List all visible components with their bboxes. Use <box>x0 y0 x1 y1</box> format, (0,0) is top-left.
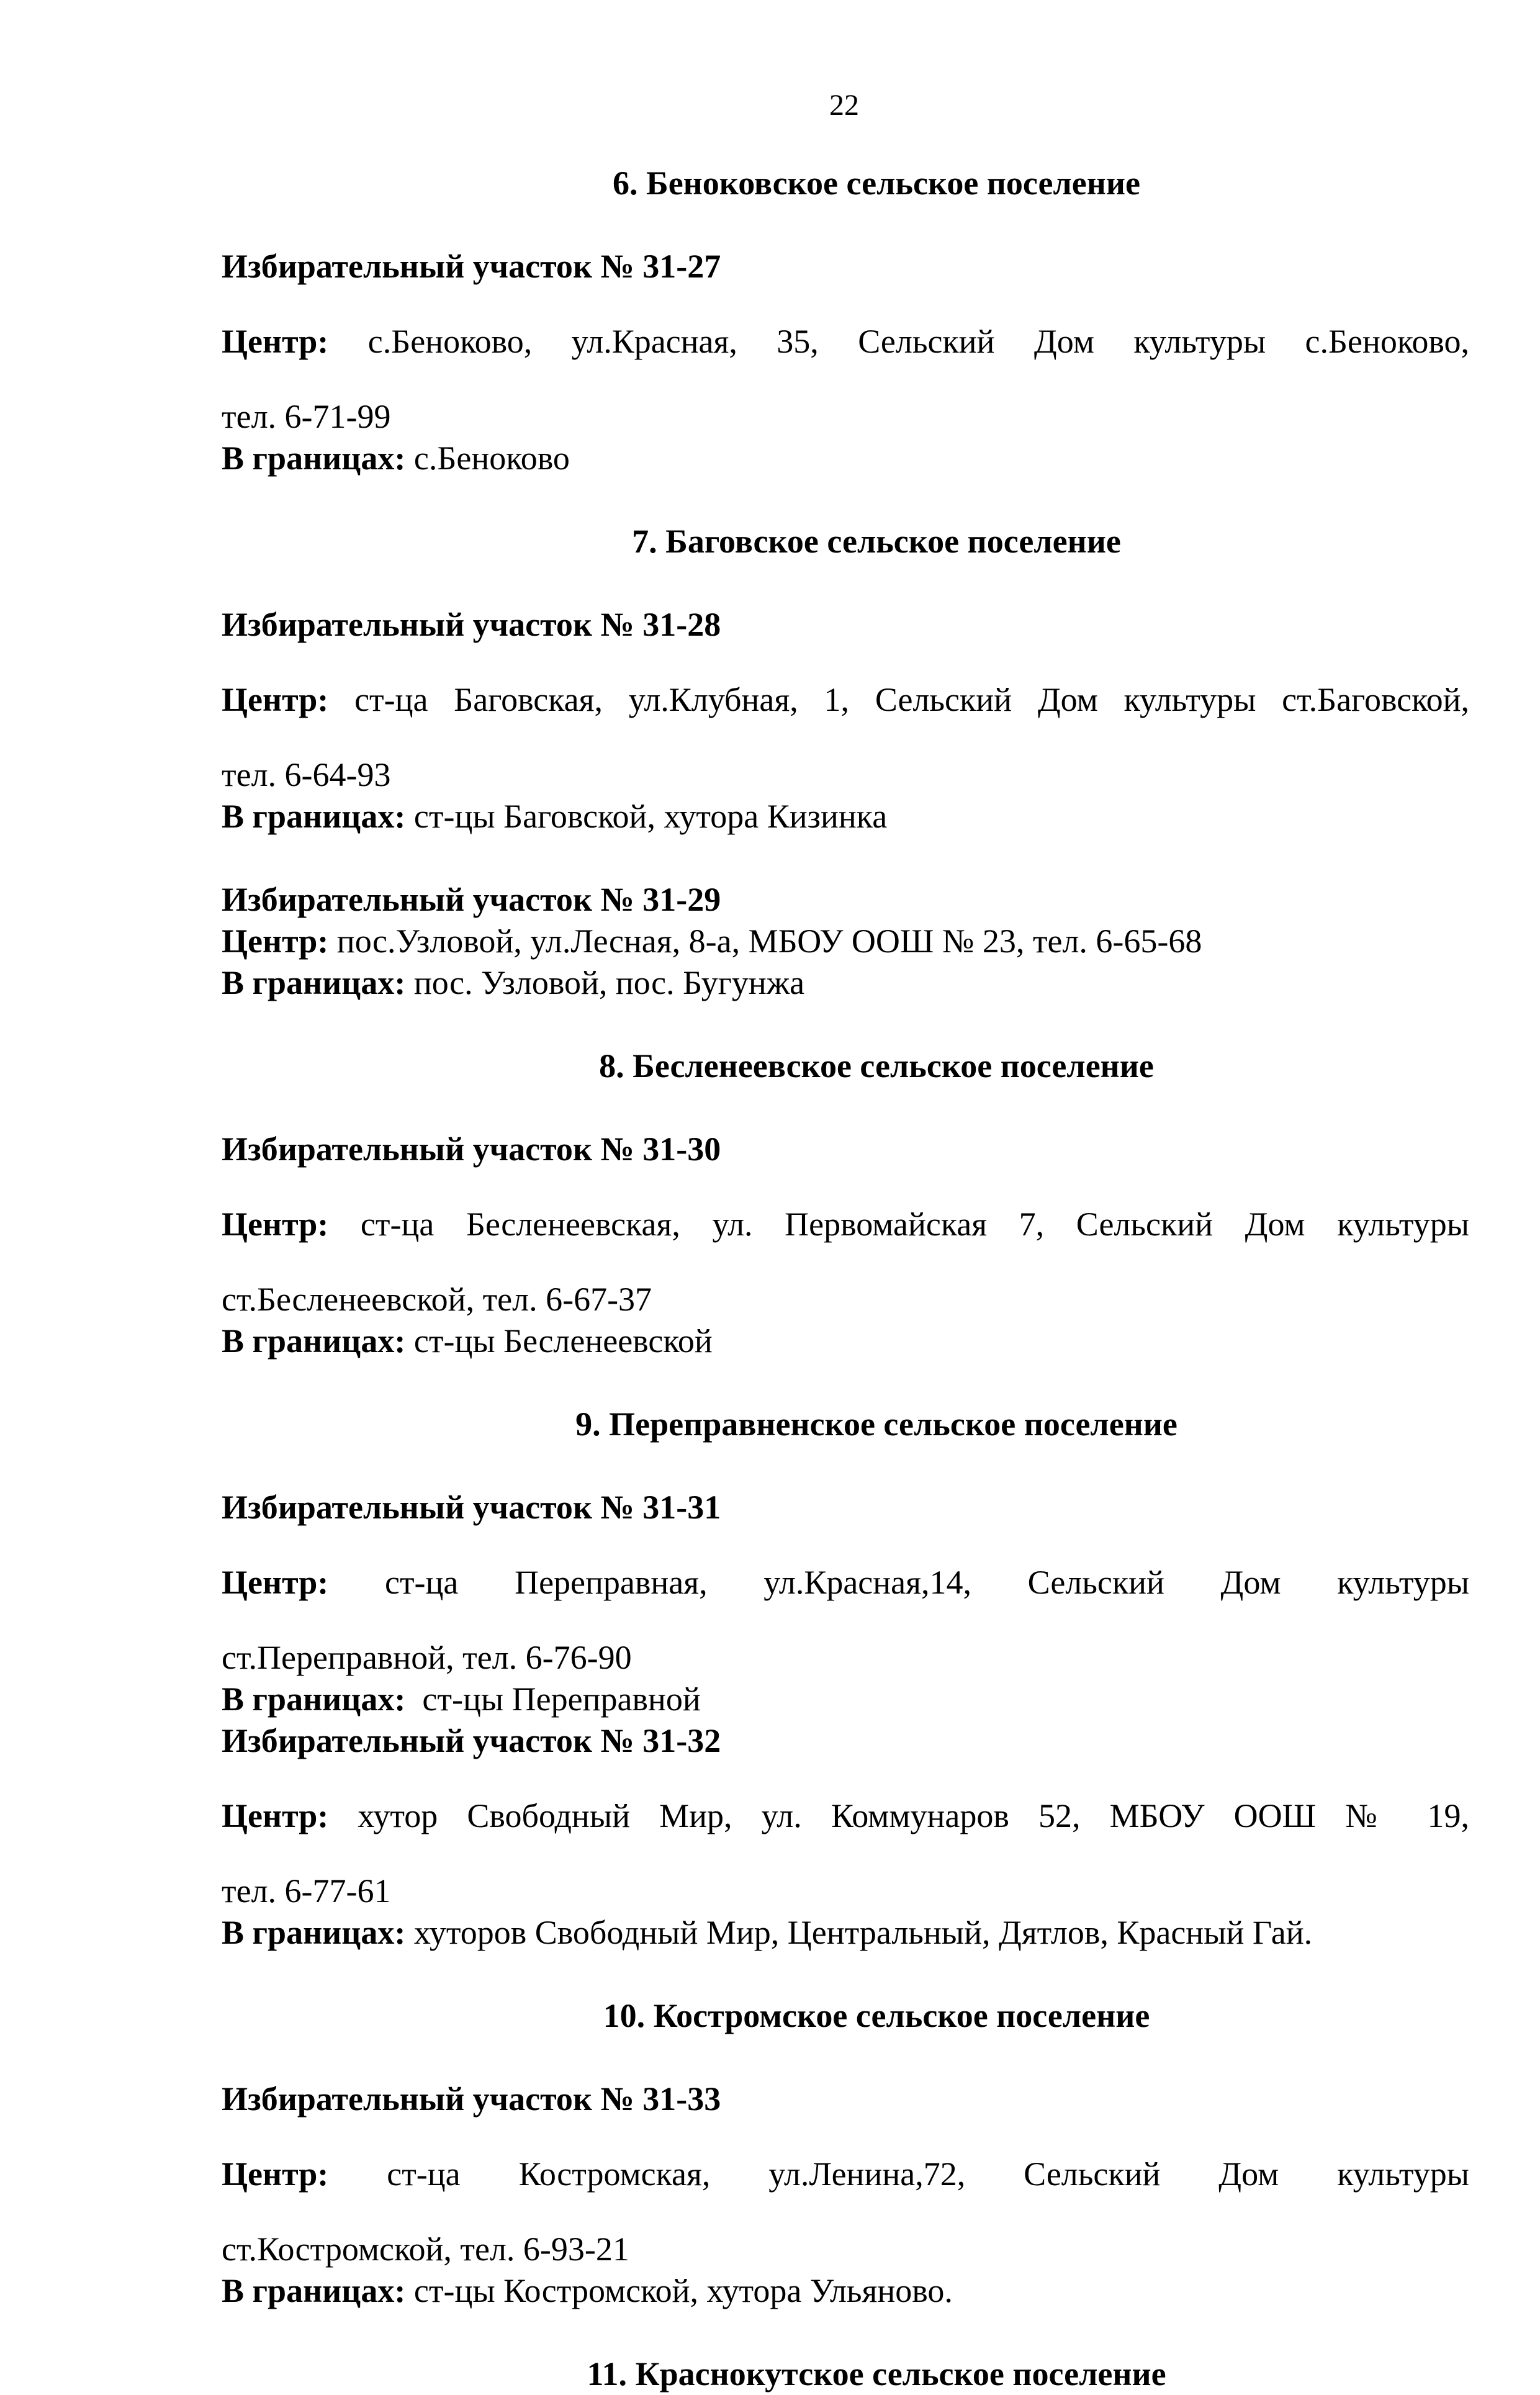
center-label: Центр: <box>222 2155 329 2193</box>
station-bounds <box>222 1912 1469 1954</box>
station-center <box>222 1562 1469 1603</box>
bounds-label: В границах: <box>222 2272 406 2309</box>
station-title: Избирательный участок № 31-27 <box>222 248 721 285</box>
center-label: Центр: <box>222 323 329 360</box>
bounds-text: ст-цы Костромской, хутора Ульяново. <box>405 2272 953 2309</box>
center-label: Центр: <box>222 1797 329 1834</box>
bounds-label: В границах: <box>222 440 406 477</box>
bounds-label: В границах: <box>222 798 406 835</box>
station-title: Избирательный участок № 31-30 <box>222 1130 721 1168</box>
station-center <box>222 1795 1469 1837</box>
station-bounds <box>222 1679 1469 1720</box>
bounds-text: пос. Узловой, пос. Бугунжа <box>405 964 805 1001</box>
center-text: с.Беноково, ул.Красная, 35, Сельский Дом культуры с.Беноково, <box>328 323 1469 360</box>
bounds-label: В границах: <box>222 1680 406 1718</box>
center-label: Центр: <box>222 1564 329 1601</box>
station-center-cont: ст.Переправной, тел. 6-76-90 <box>222 1639 632 1676</box>
station-bounds <box>222 796 1469 837</box>
station-center-cont: ст.Бесленеевской, тел. 6-67-37 <box>222 1281 652 1318</box>
center-text: ст-ца Костромская, ул.Ленина,72, Сельский Дом культуры <box>328 2155 1469 2193</box>
section-heading: 11. Краснокутское сельское поселение <box>587 2355 1166 2393</box>
station-center-cont: ст.Костромской, тел. 6-93-21 <box>222 2230 629 2268</box>
station-center <box>222 2154 1469 2195</box>
section-heading: 6. Беноковское сельское поселение <box>613 165 1140 202</box>
center-text: ст-ца Переправная, ул.Красная,14, Сельский Дом культуры <box>328 1564 1469 1601</box>
station-center <box>222 1204 1469 1245</box>
center-label: Центр: <box>222 681 329 718</box>
section-heading: 10. Костромское сельское поселение <box>603 1997 1150 2034</box>
station-title: Избирательный участок № 31-32 <box>222 1722 721 1759</box>
station-title: Избирательный участок № 31-33 <box>222 2080 721 2118</box>
center-text: хутор Свободный Мир, ул. Коммунаров 52, МБОУ ООШ № 19, <box>328 1797 1469 1834</box>
bounds-text: ст-цы Бесленеевской <box>405 1322 713 1360</box>
center-label: Центр: <box>222 922 329 960</box>
station-center <box>222 921 1469 962</box>
bounds-label: В границах: <box>222 1914 406 1951</box>
center-text: ст-ца Баговская, ул.Клубная, 1, Сельский Дом культуры ст.Баговской, <box>328 681 1469 718</box>
bounds-text: хуторов Свободный Мир, Центральный, Дятлов, Красный Гай. <box>405 1914 1313 1951</box>
bounds-label: В границах: <box>222 964 406 1001</box>
bounds-label: В границах: <box>222 1322 406 1360</box>
station-bounds <box>222 962 1469 1004</box>
center-text: пос.Узловой, ул.Лесная, 8-а, МБОУ ООШ № 23, тел. 6-65-68 <box>328 922 1202 960</box>
station-bounds <box>222 2270 1469 2312</box>
station-center <box>222 679 1469 721</box>
bounds-text: ст-цы Переправной <box>405 1680 701 1718</box>
document-body <box>222 163 1469 2395</box>
center-text: ст-ца Бесленеевская, ул. Первомайская 7, Сельский Дом культуры <box>328 1206 1469 1243</box>
station-center-cont: тел. 6-71-99 <box>222 398 391 435</box>
station-bounds <box>222 1320 1469 1362</box>
page-number: 22 <box>829 89 859 122</box>
center-label: Центр: <box>222 1206 329 1243</box>
section-heading: 7. Баговское сельское поселение <box>632 523 1121 560</box>
station-bounds <box>222 438 1469 479</box>
station-title: Избирательный участок № 31-31 <box>222 1489 721 1526</box>
section-heading: 8. Бесленеевское сельское поселение <box>599 1047 1154 1085</box>
station-title: Избирательный участок № 31-29 <box>222 881 721 918</box>
bounds-text: с.Беноково <box>405 440 570 477</box>
bounds-text: ст-цы Баговской, хутора Кизинка <box>405 798 888 835</box>
section-heading: 9. Переправненское сельское поселение <box>575 1405 1178 1443</box>
station-title: Избирательный участок № 31-28 <box>222 606 721 643</box>
station-center <box>222 321 1469 363</box>
station-center-cont: тел. 6-77-61 <box>222 1872 391 1910</box>
station-center-cont: тел. 6-64-93 <box>222 756 391 793</box>
